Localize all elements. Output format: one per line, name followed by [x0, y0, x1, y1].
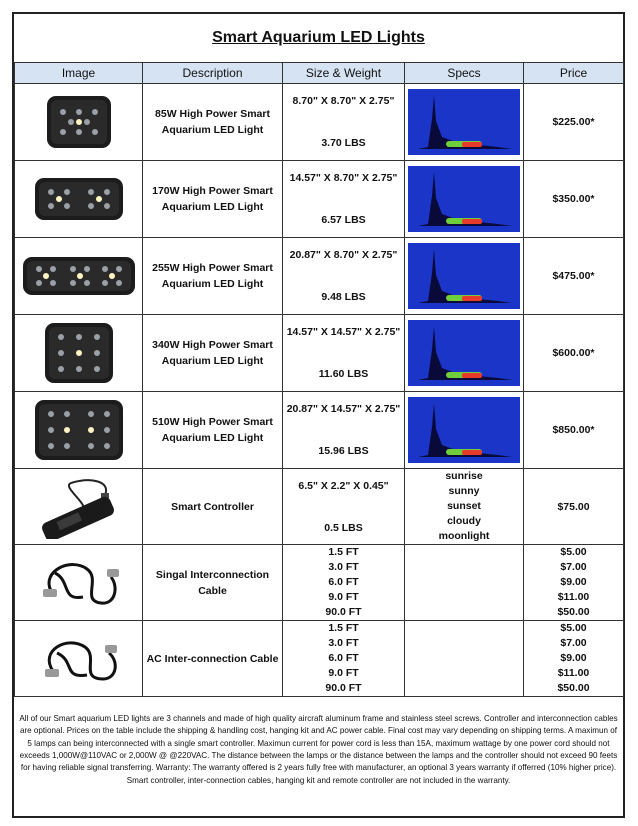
- price-item: $11.00: [557, 591, 590, 603]
- spectrum-chart-icon: [405, 238, 524, 315]
- controller-price: $75.00: [524, 469, 624, 545]
- product-description: 340W High Power Smart Aquarium LED Light: [143, 315, 283, 392]
- spectrum-chart-icon: [405, 315, 524, 392]
- product-price: $600.00*: [524, 315, 624, 392]
- table-row: [15, 161, 624, 238]
- price-item: $7.00: [560, 637, 587, 649]
- product-weight: 11.60 LBS: [318, 368, 369, 380]
- spectrum-chart-icon: [405, 161, 524, 238]
- cable-description: Singal Interconnection Cable: [143, 545, 283, 621]
- footer-notes: All of our Smart aquarium LED lights are 3 channels and made of high quality aircraft aluminum frame and stainless steel screws. Controller and interconnection cables are optional. Prices on the table include the shipping & handling cost, hanging kit and AC power cable. Final cost may vary depending on shipping terms. A maximun of 5 lamps can being interconnected with a single smart controller. Maximun current for power cord is less than 15A, maximum wattage by one power cord should not exceeds 1,000W@110VAC or 2,000W @ @220VAC. The distance between the lamps or the distance between the lamps and the controller should not exceed 90 feets for having reliable signal transferring. Warranty: The warranty offered is 2 years fully free with manufacturer, an optional 3 years warranty if offerred (10% higher price). Smart controller, inter-connection cables, hanging kit and remote controller are not included in the warranty.: [19, 713, 618, 785]
- product-size: 14.57" X 14.57" X 2.75": [286, 326, 401, 338]
- price-sheet: [12, 12, 625, 818]
- mode-item: sunset: [447, 500, 481, 512]
- led-light-icon: [15, 84, 143, 161]
- price-item: $7.00: [560, 561, 587, 573]
- length-item: 9.0 FT: [328, 667, 359, 679]
- price-item: $9.00: [560, 652, 587, 664]
- length-item: 90.0 FT: [325, 606, 362, 618]
- product-size: 8.70" X 8.70" X 2.75": [292, 95, 395, 107]
- controller-description: Smart Controller: [143, 469, 283, 545]
- controller-size: 6.5" X 2.2" X 0.45": [298, 479, 389, 492]
- length-item: 9.0 FT: [328, 591, 359, 603]
- length-item: 3.0 FT: [328, 637, 359, 649]
- led-light-icon: [15, 392, 143, 469]
- mode-item: sunny: [448, 485, 480, 497]
- product-weight: 6.57 LBS: [321, 214, 366, 226]
- mode-item: sunrise: [445, 470, 483, 482]
- price-item: $50.00: [557, 682, 590, 694]
- product-description: 170W High Power Smart Aquarium LED Light: [143, 161, 283, 238]
- product-description: 85W High Power Smart Aquarium LED Light: [143, 84, 283, 161]
- product-description: 255W High Power Smart Aquarium LED Light: [143, 238, 283, 315]
- table-row: [15, 315, 624, 392]
- length-item: 1.5 FT: [328, 622, 359, 634]
- cable-prices: [524, 621, 624, 697]
- price-item: $50.00: [557, 606, 590, 618]
- cable-icon: [15, 621, 143, 697]
- controller-icon: [15, 469, 143, 545]
- length-item: 6.0 FT: [328, 576, 359, 588]
- product-weight: 3.70 LBS: [321, 137, 366, 149]
- product-size: 14.57" X 8.70" X 2.75": [289, 172, 398, 184]
- controller-weight: 0.5 LBS: [324, 521, 363, 534]
- cable-prices: [524, 545, 624, 621]
- header-price: Price: [524, 63, 624, 84]
- price-item: $5.00: [560, 546, 587, 558]
- spectrum-chart-icon: [405, 84, 524, 161]
- product-description: 510W High Power Smart Aquarium LED Light: [143, 392, 283, 469]
- price-item: $11.00: [557, 667, 590, 679]
- header-specs: Specs: [405, 63, 524, 84]
- table-row: [15, 238, 624, 315]
- page-title: Smart Aquarium LED Lights: [212, 29, 425, 46]
- led-light-icon: [15, 315, 143, 392]
- length-item: 90.0 FT: [325, 682, 362, 694]
- mode-item: moonlight: [438, 530, 490, 542]
- table-row: [15, 392, 624, 469]
- cable-lengths: [283, 545, 405, 621]
- table-header-row: [15, 63, 624, 84]
- length-item: 6.0 FT: [328, 652, 359, 664]
- table-row: [15, 469, 624, 545]
- led-light-icon: [15, 238, 143, 315]
- product-weight: 15.96 LBS: [318, 445, 369, 457]
- spectrum-chart-icon: [405, 392, 524, 469]
- price-item: $5.00: [560, 622, 587, 634]
- cable-description: AC Inter-connection Cable: [143, 621, 283, 697]
- product-price: $225.00*: [524, 84, 624, 161]
- product-weight: 9.48 LBS: [321, 291, 366, 303]
- header-description: Description: [143, 63, 283, 84]
- price-item: $9.00: [560, 576, 587, 588]
- table-row: [15, 545, 624, 621]
- header-size-weight: Size & Weight: [283, 63, 405, 84]
- table-row: [15, 621, 624, 697]
- product-price: $350.00*: [524, 161, 624, 238]
- cable-icon: [15, 545, 143, 621]
- product-price: $475.00*: [524, 238, 624, 315]
- cable-lengths: [283, 621, 405, 697]
- led-light-icon: [15, 161, 143, 238]
- product-price: $850.00*: [524, 392, 624, 469]
- cable-specs: [405, 621, 524, 697]
- length-item: 1.5 FT: [328, 546, 359, 558]
- controller-modes: [405, 469, 524, 545]
- table-row: [15, 84, 624, 161]
- product-size: 20.87" X 8.70" X 2.75": [289, 249, 398, 261]
- product-size: 20.87" X 14.57" X 2.75": [286, 403, 401, 415]
- header-image: Image: [15, 63, 143, 84]
- product-table: [14, 62, 624, 697]
- length-item: 3.0 FT: [328, 561, 359, 573]
- cable-specs: [405, 545, 524, 621]
- mode-item: cloudy: [447, 515, 481, 527]
